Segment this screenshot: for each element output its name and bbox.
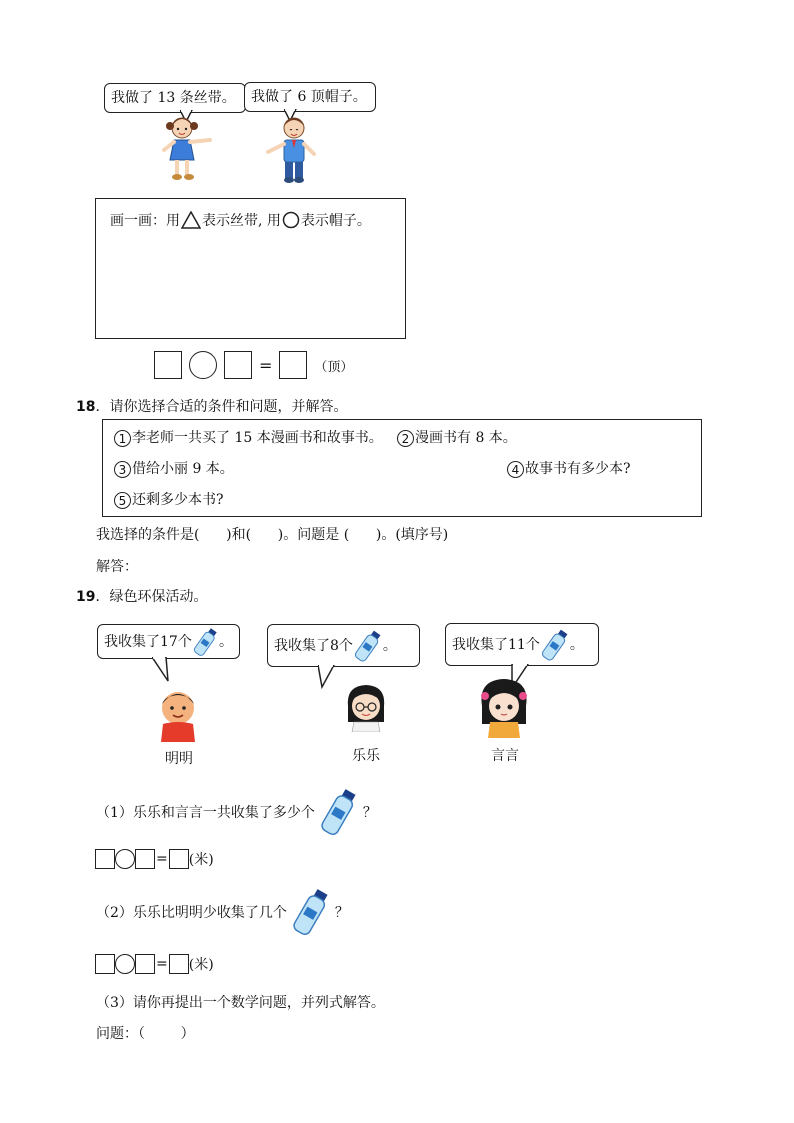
mingming-name: 明明 [165,751,193,767]
mingming-speech-text: 我收集了17个 [104,633,192,650]
q18-select-line[interactable]: 我选择的条件是( )和( )。问题是 ( )。(填序号) [96,527,449,543]
q18-option-2-text: 漫画书有 8 本。 [415,430,517,446]
mingming-speech-end: 。 [219,633,233,650]
q18-option-5[interactable] [114,489,224,509]
yanyan-avatar [476,676,532,738]
formula-operator-circle[interactable] [115,849,135,869]
water-bottle-icon [291,886,331,938]
water-bottle-icon [319,786,359,838]
formula-operator-circle[interactable] [115,954,135,974]
yanyan-speech-text: 我收集了11个 [452,636,540,653]
q18-option-4-text: 故事书有多少本? [525,461,631,477]
q19-sub2-formula [95,954,214,974]
yanyan-speech-end: 。 [569,636,584,653]
mingming-avatar [155,686,201,742]
formula-box-2[interactable] [135,849,155,869]
q18-option-4[interactable] [507,458,631,478]
q18-option-2[interactable] [397,427,517,447]
formula-box-2[interactable] [224,351,252,379]
lele-avatar [342,682,390,732]
q18-option-3[interactable] [114,458,234,478]
circled-number-3: 3 [114,461,131,478]
q18-option-5-text: 还剩多少本书? [132,492,224,508]
q19-sub2 [96,886,349,938]
formula-unit: (米) [188,852,214,868]
q19-title: ．绿色环保活动。 [95,589,208,605]
circled-number-1: 1 [114,430,131,447]
q18-title: ．请你选择合适的条件和问题，并解答。 [95,399,348,415]
q18-option-1[interactable] [114,427,383,447]
q19-question-label[interactable]: 问题：（ ） [96,1026,195,1042]
circled-number-4: 4 [507,461,524,478]
q19-sub1 [96,786,377,838]
water-bottle-icon [542,627,568,663]
draw-triangle-text: 表示丝带, 用 [202,213,281,229]
formula-unit: （顶） [314,359,354,375]
hats-formula [154,351,353,379]
q19-heading [76,586,207,606]
lele-name: 乐乐 [352,748,380,764]
girl-speech-bubble [104,83,246,113]
water-bottle-icon [194,624,217,660]
yanyan-name: 言言 [491,748,519,764]
boy-illustration [262,112,322,187]
lele-speech-bubble [267,624,420,667]
formula-box-1[interactable] [95,954,115,974]
formula-box-result[interactable] [169,849,189,869]
girl-illustration [160,110,220,185]
mingming-bubble-tail [152,657,172,683]
circled-number-5: 5 [114,492,131,509]
q18-option-3-text: 借给小丽 9 本。 [132,461,234,477]
drawing-prompt [110,210,371,230]
q18-option-1-text: 李老师一共买了 15 本漫画书和故事书。 [132,430,383,446]
draw-circle-text: 表示帽子。 [300,213,371,229]
draw-prompt-text: 画一画：用 [110,213,180,229]
formula-box-1[interactable] [95,849,115,869]
lele-speech-text: 我收集了8个 [274,637,353,654]
lele-bubble-tail [318,665,338,689]
q19-sub1-qmark: ？ [362,805,377,821]
q18-heading [76,396,347,416]
q18-number: 18 [76,399,96,415]
q19-sub2-qmark: ？ [334,905,349,921]
q19-sub2-text: （2）乐乐比明明少收集了几个 [96,905,287,921]
boy-speech-bubble [244,82,376,112]
q19-sub3: （3）请你再提出一个数学问题，并列式解答。 [96,995,385,1011]
triangle-icon [181,211,201,229]
q19-sub1-text: （1）乐乐和言言一共收集了多少个 [96,805,315,821]
formula-equals: = [156,851,168,867]
formula-unit: (米) [188,957,214,973]
formula-equals: = [156,956,168,972]
formula-operator-circle[interactable] [189,351,217,379]
formula-box-result[interactable] [279,351,307,379]
formula-box-2[interactable] [135,954,155,974]
water-bottle-icon [355,628,381,664]
formula-equals: = [259,355,273,375]
lele-speech-end: 。 [382,637,397,654]
mingming-speech-bubble [97,624,240,659]
boy-speech-text: 我做了 6 顶帽子。 [251,89,367,105]
circle-icon [282,211,300,229]
q18-answer-label: 解答： [96,559,138,575]
q19-number: 19 [76,589,96,605]
formula-box-result[interactable] [169,954,189,974]
girl-speech-text: 我做了 13 条丝带。 [111,90,236,106]
q19-sub1-formula [95,849,214,869]
yanyan-speech-bubble [445,623,599,666]
circled-number-2: 2 [397,430,414,447]
formula-box-1[interactable] [154,351,182,379]
